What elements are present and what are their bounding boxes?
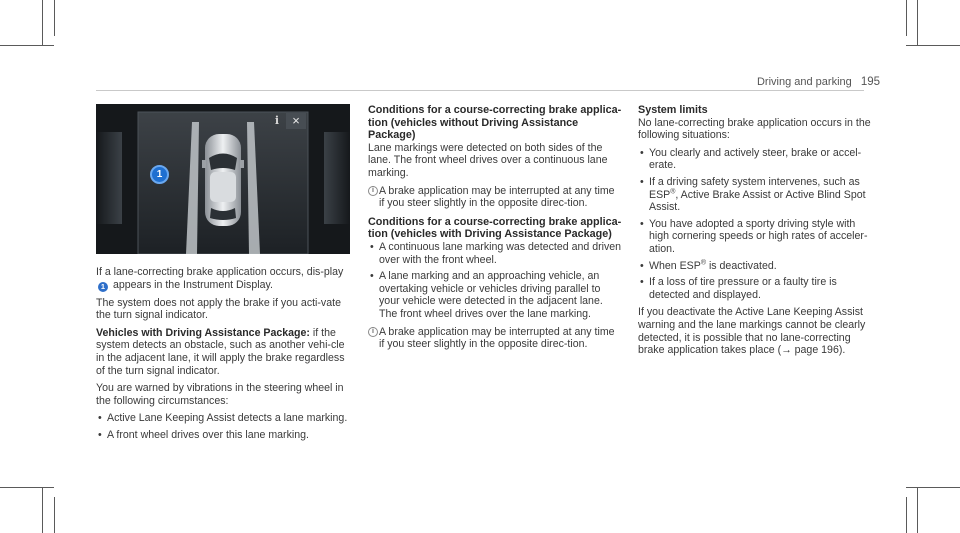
header-rule	[96, 90, 864, 91]
car-windshield	[209, 154, 237, 171]
close-icon[interactable]: ×	[286, 113, 306, 129]
crop-mark	[917, 487, 918, 533]
page-reference-link[interactable]: page 196	[791, 344, 839, 357]
list-item: • A lane marking and an approaching vehicle, an overtaking vehicle or vehicles driving parallel to your vehicle were detected in the adjacent lane. The front wheel drives over the lane marking.	[368, 270, 622, 320]
paragraph: Vehicles with Driving Assistance Package: if the system detects an obstacle, such as another vehi-cle in the adjacent lane, it will apply the brake regardless of the turn signal indicator.	[96, 326, 345, 377]
note: i A brake application may be interrupted at any time if you steer slightly in the opposite direc-tion.	[368, 326, 622, 351]
list-item: • You have adopted a sporty driving style with high cornering speeds or high rates of acceler-ation.	[638, 218, 878, 256]
paragraph-lead: Vehicles with Driving Assistance Package:	[96, 326, 310, 339]
crop-mark	[0, 487, 54, 488]
crop-mark	[906, 0, 907, 36]
page-number: 195	[860, 76, 880, 88]
crop-mark	[54, 497, 55, 533]
list-item: • If a loss of tire pressure or a faulty tire is detected and displayed.	[638, 276, 878, 301]
section-title: Driving and parking	[756, 76, 852, 88]
callout-marker: 1	[150, 165, 169, 184]
info-note-icon: i	[368, 327, 378, 337]
callout-badge: 1	[98, 282, 108, 292]
instrument-display-figure	[96, 104, 350, 254]
list-item: • A continuous lane marking was detected and driven over with the front wheel.	[368, 241, 622, 266]
paragraph: The system does not apply the brake if you acti-vate the turn signal indicator.	[96, 296, 341, 322]
column-middle	[368, 104, 622, 357]
car-mirror-right	[240, 160, 244, 168]
list-item: • If a driving safety system intervenes, such as ESP®, Active Brake Assist or Active Blind Spot Assist.	[638, 176, 878, 214]
crop-mark	[42, 487, 43, 533]
info-icon[interactable]: i	[274, 114, 280, 127]
list-item: • You clearly and actively steer, brake or accel-erate.	[638, 147, 878, 172]
list-item: • Active Lane Keeping Assist detects a lane marking.	[96, 412, 350, 425]
section-heading: Conditions for a course-correcting brake applica-tion (vehicles without Driving Assistance Package)	[368, 104, 622, 142]
paragraph: You are warned by vibrations in the steering wheel in the following circumstances:	[96, 382, 344, 407]
crop-mark	[54, 0, 55, 36]
info-note-icon: i	[368, 186, 378, 196]
column-left-text	[96, 266, 350, 442]
bullet-list	[638, 147, 878, 302]
section-heading: System limits	[638, 104, 708, 116]
crop-mark	[0, 45, 54, 46]
crop-mark	[906, 497, 907, 533]
crop-mark	[42, 0, 43, 46]
bullet-list	[96, 412, 350, 441]
car-roof	[210, 172, 236, 202]
crop-mark	[917, 0, 918, 46]
crop-mark	[906, 45, 960, 46]
column-left	[96, 104, 350, 447]
car-illustration	[96, 104, 350, 254]
paragraph: Lane markings were detected on both sides of the lane. The front wheel drives over a continuous lane marking.	[368, 141, 608, 179]
paragraph: If a lane-correcting brake application occurs, dis-play 1 appears in the Instrument Display.	[96, 266, 344, 291]
arrow-icon: →	[781, 344, 792, 357]
crop-mark	[906, 487, 960, 488]
running-header	[757, 76, 880, 89]
list-item: • A front wheel drives over this lane marking.	[96, 429, 350, 442]
section-heading: Conditions for a course-correcting brake applica-tion (vehicles with Driving Assistance Package)	[368, 215, 622, 241]
paragraph: No lane-correcting brake application occurs in the following situations:	[638, 116, 871, 142]
car-mirror-left	[202, 160, 206, 168]
note: i A brake application may be interrupted at any time if you steer slightly in the opposite direc-tion.	[368, 185, 622, 210]
bullet-list	[368, 241, 622, 321]
list-item: • When ESP® is deactivated.	[638, 260, 878, 273]
column-right	[638, 104, 878, 362]
paragraph: If you deactivate the Active Lane Keeping Assist warning and the lane markings cannot be clearly detected, it is possible that no lane-correcting brake application takes place (→ page 196).	[638, 306, 866, 357]
